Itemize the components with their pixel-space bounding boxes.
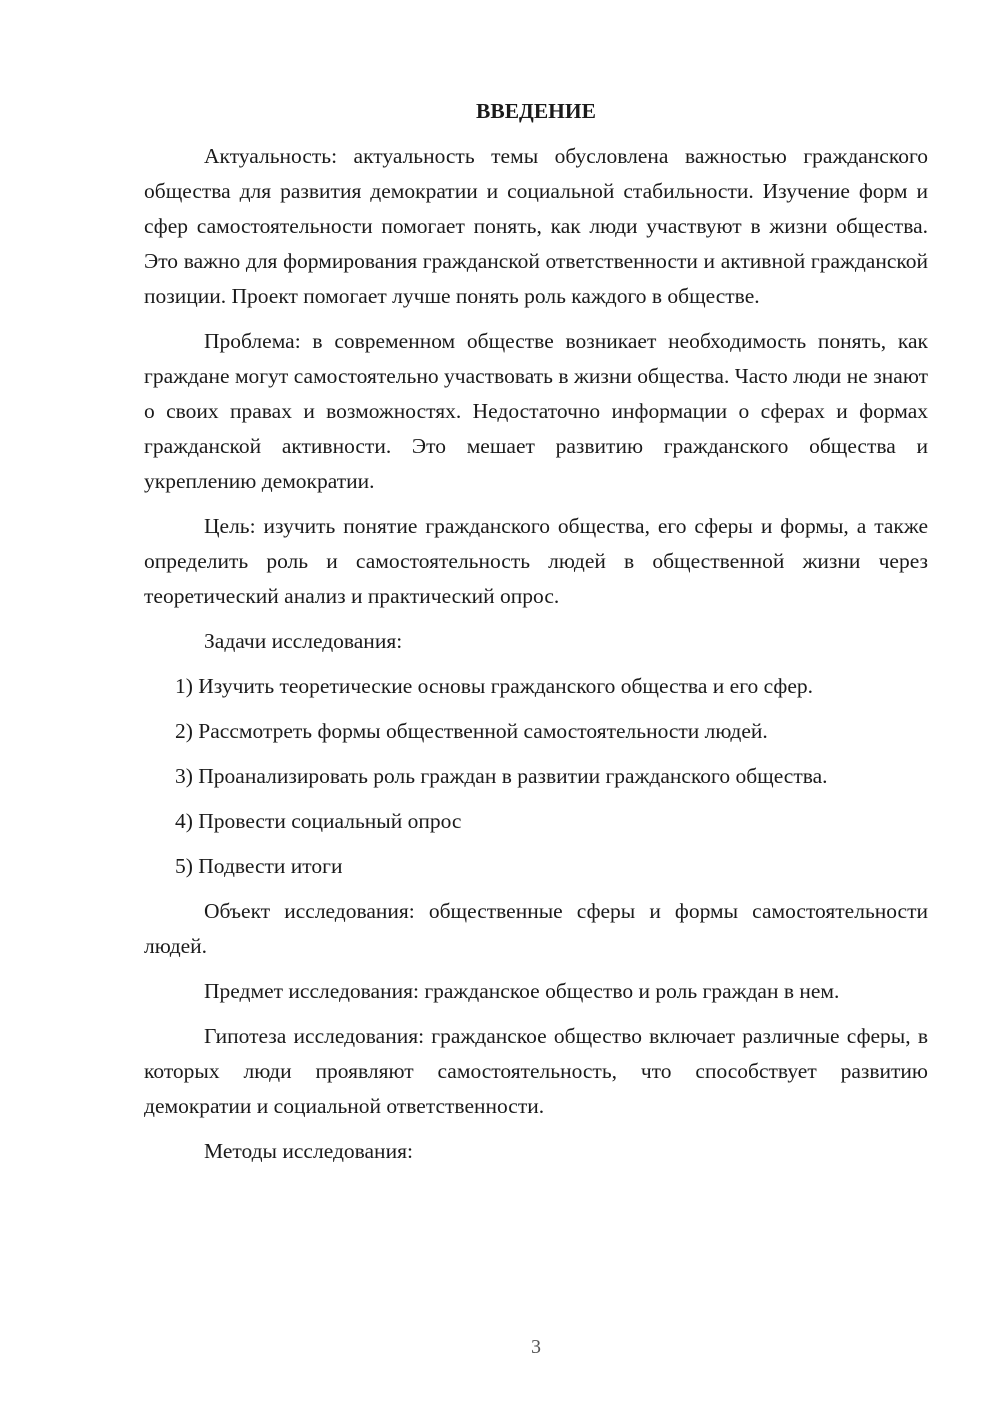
task-item-5: 5) Подвести итоги: [175, 854, 343, 878]
hypothesis-paragraph: Гипотеза исследования: гражданское общество включает различные сферы, в которых люди проявляют самостоятельность, что способствует развитию демократии и социальной ответственности.: [144, 1024, 928, 1118]
task-item-3: 3) Проанализировать роль граждан в развитии гражданского общества.: [175, 764, 828, 788]
task-item-2: 2) Рассмотреть формы общественной самостоятельности людей.: [175, 719, 768, 743]
document-page: [144, 94, 928, 1179]
methods-heading: Методы исследования:: [204, 1139, 413, 1163]
task-item-4: 4) Провести социальный опрос: [175, 809, 462, 833]
task-item-1: 1) Изучить теоретические основы гражданского общества и его сфер.: [175, 674, 814, 698]
page-number: 3: [531, 1336, 541, 1358]
subject-paragraph: Предмет исследования: гражданское общество и роль граждан в нем.: [204, 979, 840, 1003]
problem-paragraph: Проблема: в современном обществе возникает необходимость понять, как граждане могут самостоятельно участвовать в жизни общества. Часто люди не знают о своих правах и возможностях. Недостаточно информации о сферах и формах гражданской активности. Это мешает развитию гражданского общества и укреплению демократии.: [144, 329, 928, 493]
relevance-paragraph: Актуальность: актуальность темы обусловлена важностью гражданского общества для развития демократии и социальной стабильности. Изучение форм и сфер самостоятельности помогает понять, как люди участвуют в жизни общества. Это важно для формирования гражданской ответственности и активной гражданской позиции. Проект помогает лучше понять роль каждого в обществе.: [144, 144, 928, 308]
goal-paragraph: Цель: изучить понятие гражданского общества, его сферы и формы, а также определить роль и самостоятельность людей в общественной жизни через теоретический анализ и практический опрос.: [144, 514, 928, 608]
object-paragraph: Объект исследования: общественные сферы и формы самостоятельности людей.: [144, 899, 928, 958]
tasks-heading: Задачи исследования:: [204, 629, 403, 653]
section-title: ВВЕДЕНИЕ: [476, 99, 596, 123]
